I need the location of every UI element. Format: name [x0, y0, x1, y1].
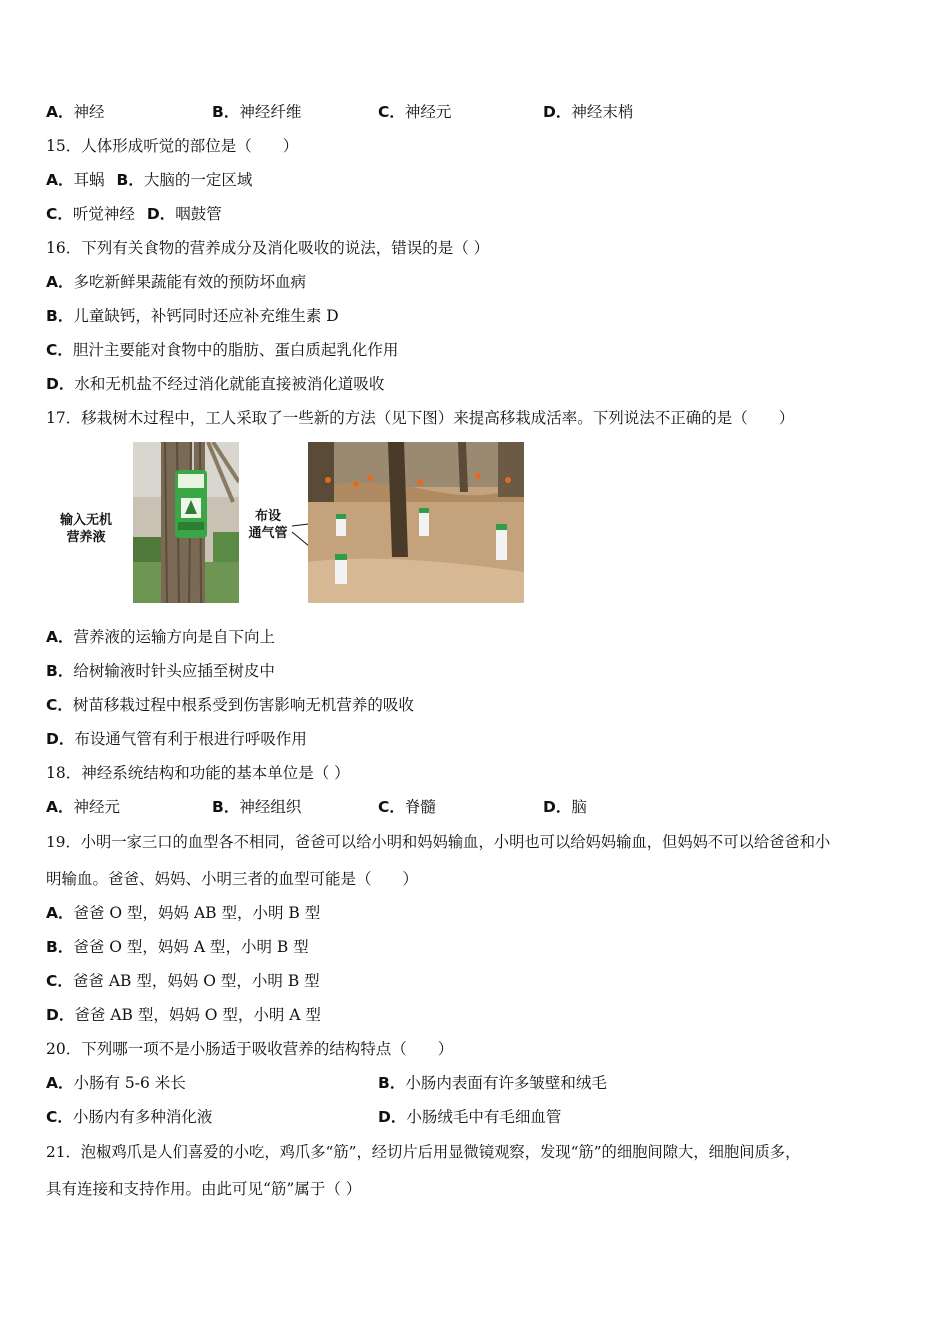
option-label: C．	[46, 972, 73, 990]
option-label: B．	[212, 798, 240, 816]
q17-option-a	[46, 626, 275, 648]
q14-option-a	[46, 101, 105, 123]
caption-line: 营养液	[66, 530, 106, 545]
option-text: 布设通气管有利于根进行呼吸作用	[74, 730, 307, 748]
option-text: 小肠有 5-6 米长	[73, 1074, 186, 1092]
option-text: 脊髓	[404, 798, 436, 816]
option-label: A．	[46, 628, 74, 646]
q15-options-row1	[46, 169, 252, 191]
q18-stem: 18．神经系统结构和功能的基本单位是（ ）	[46, 764, 350, 782]
q14-option-b	[212, 101, 301, 123]
caption-aeration-pipe	[243, 508, 293, 542]
option-label: A．	[46, 273, 74, 291]
caption-nutrient-solution	[50, 512, 122, 546]
q20-option-c	[46, 1106, 212, 1128]
option-text: 儿童缺钙，补钙同时还应补充维生素 D	[73, 307, 339, 325]
option-text: 爸爸 O 型，妈妈 AB 型，小明 B 型	[73, 904, 321, 922]
q17-stem: 17．移栽树木过程中，工人采取了一些新的方法（见下图）来提高移栽成活率。下列说法不正确的是（ ）	[46, 409, 795, 427]
option-label: A．	[46, 1074, 74, 1092]
caption-line: 布设	[254, 509, 281, 524]
option-text: 小肠内表面有许多皱壁和绒毛	[405, 1074, 607, 1092]
option-label: C．	[46, 341, 73, 359]
option-text: 爸爸 O 型，妈妈 A 型，小明 B 型	[73, 938, 309, 956]
option-text: 给树输液时针头应插至树皮中	[73, 662, 275, 680]
option-label: A．	[46, 798, 74, 816]
option-label: C．	[378, 103, 405, 121]
q19-stem-line2: 明输血。爸爸、妈妈、小明三者的血型可能是（ ）	[46, 870, 419, 888]
option-text: 神经纤维	[239, 103, 302, 121]
q19-option-d	[46, 1004, 321, 1026]
option-label: D．	[543, 798, 572, 816]
q19-option-c	[46, 970, 320, 992]
option-label: C．	[378, 798, 405, 816]
option-label: D．	[543, 103, 572, 121]
option-text: 神经元	[73, 798, 121, 816]
option-text: 爸爸 AB 型，妈妈 O 型，小明 A 型	[74, 1006, 321, 1024]
option-text: 水和无机盐不经过消化就能直接被消化道吸收	[74, 375, 385, 393]
q20-option-a	[46, 1072, 186, 1094]
q15-options-row2	[46, 203, 222, 225]
option-label: D．	[46, 1006, 75, 1024]
q19-stem-line1: 19．小明一家三口的血型各不相同，爸爸可以给小明和妈妈输血，小明也可以给妈妈输血，但妈妈不可以给爸爸和小	[46, 833, 831, 851]
q18-option-b	[212, 796, 301, 818]
q18-option-c	[378, 796, 436, 818]
q19-option-a	[46, 902, 320, 924]
q14-option-c	[378, 101, 451, 123]
option-text: 咽鼓管	[175, 205, 222, 223]
option-label: B．	[116, 171, 144, 189]
option-text: 胆汁主要能对食物中的脂肪、蛋白质起乳化作用	[72, 341, 399, 359]
option-label: D．	[46, 375, 75, 393]
option-label: A．	[46, 904, 74, 922]
option-label: B．	[378, 1074, 406, 1092]
option-text: 神经元	[404, 103, 452, 121]
q17-figure	[50, 440, 530, 605]
q16-option-c	[46, 339, 398, 361]
q17-option-d	[46, 728, 307, 750]
option-text: 听觉神经	[72, 205, 135, 223]
option-label: B．	[46, 938, 74, 956]
tree-iv-bag-photo	[133, 442, 239, 603]
q14-option-d	[543, 101, 633, 123]
option-text: 神经末梢	[571, 103, 634, 121]
q18-option-a	[46, 796, 120, 818]
q20-stem: 20．下列哪一项不是小肠适于吸收营养的结构特点（ ）	[46, 1040, 454, 1058]
option-label: B．	[46, 307, 74, 325]
q17-option-b	[46, 660, 275, 682]
option-label: C．	[46, 696, 73, 714]
q21-stem-line1: 21．泡椒鸡爪是人们喜爱的小吃，鸡爪多“筋”，经切片后用显微镜观察，发现“筋”的细胞间隙大，细胞间质多，	[46, 1143, 801, 1161]
option-label: A．	[46, 171, 74, 189]
q17-option-c	[46, 694, 414, 716]
q16-option-b	[46, 305, 339, 327]
option-text: 爸爸 AB 型，妈妈 O 型，小明 B 型	[72, 972, 320, 990]
option-label: D．	[46, 730, 75, 748]
option-text: 神经	[73, 103, 105, 121]
caption-line: 通气管	[248, 526, 288, 541]
tree-iv-bag-image	[133, 442, 239, 603]
q16-stem: 16．下列有关食物的营养成分及消化吸收的说法，错误的是（ ）	[46, 239, 490, 257]
q16-option-a	[46, 271, 306, 293]
option-label: D．	[146, 205, 176, 223]
aeration-pipes-image	[308, 442, 524, 603]
option-label: A．	[46, 103, 74, 121]
option-text: 营养液的运输方向是自下向上	[73, 628, 276, 646]
q15-stem: 15．人体形成听觉的部位是（ ）	[46, 137, 299, 155]
q18-option-d	[543, 796, 587, 818]
option-text: 耳蜗	[73, 171, 105, 189]
q21-stem-line2: 具有连接和支持作用。由此可见“筋”属于（ ）	[46, 1180, 362, 1198]
option-label: B．	[212, 103, 240, 121]
option-text: 大脑的一定区域	[143, 171, 253, 189]
option-text: 神经组织	[239, 798, 302, 816]
option-text: 小肠绒毛中有毛细血管	[406, 1108, 562, 1126]
q20-option-b	[378, 1072, 607, 1094]
option-label: C．	[46, 205, 73, 223]
option-text: 树苗移栽过程中根系受到伤害影响无机营养的吸收	[72, 696, 414, 714]
q19-option-b	[46, 936, 309, 958]
option-label: C．	[46, 1108, 73, 1126]
q20-option-d	[378, 1106, 561, 1128]
caption-line: 输入无机	[59, 513, 112, 528]
option-label: B．	[46, 662, 74, 680]
option-text: 脑	[571, 798, 587, 816]
option-text: 小肠内有多种消化液	[72, 1108, 213, 1126]
q16-option-d	[46, 373, 384, 395]
option-text: 多吃新鲜果蔬能有效的预防坏血病	[73, 273, 307, 291]
aeration-pipes-photo	[308, 442, 524, 603]
option-label: D．	[378, 1108, 407, 1126]
